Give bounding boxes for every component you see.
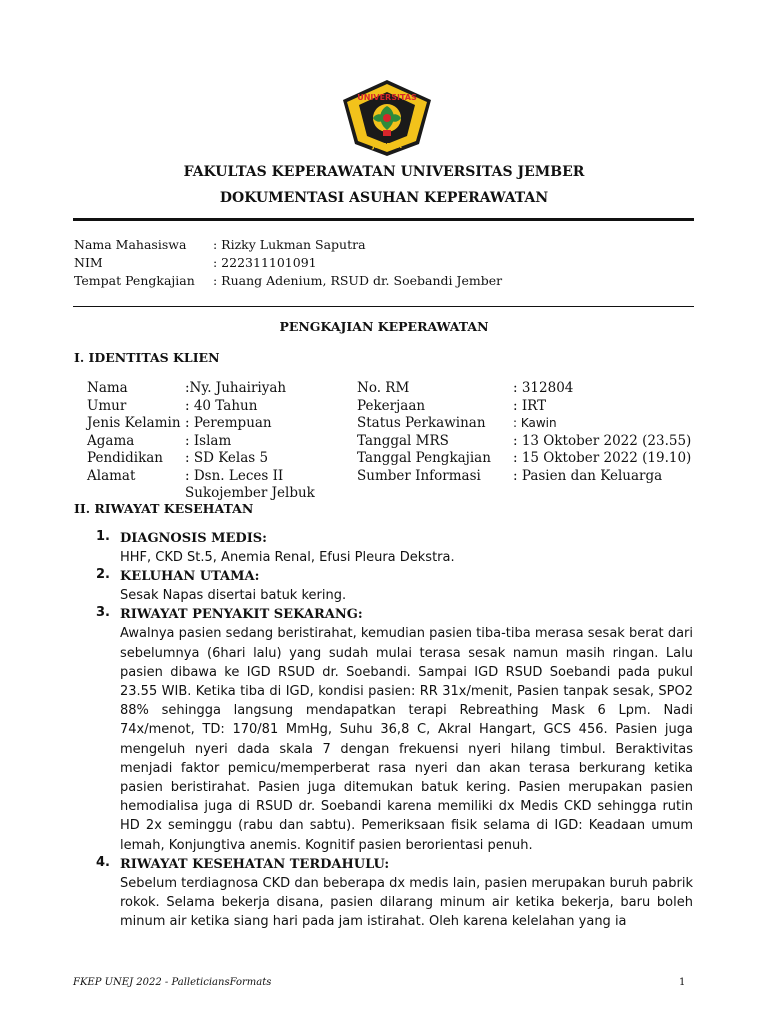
identity-value: : 40 Tahun	[185, 397, 258, 414]
student-label: NIM	[74, 255, 103, 270]
student-label: Tempat Pengkajian	[74, 273, 195, 288]
identity-value: : Islam	[185, 432, 232, 449]
item-body: Awalnya pasien sedang beristirahat, kemudian pasien tiba-tiba merasa sesak berat dari sebelumnya (6hari lalu) yang sudah mulai terasa sesak namun masih ringan. Lalu pasien dibawa ke IGD RSUD dr. Soebandi. Sampai IGD RSUD Soebandi pada pukul 23.55 WIB. Ketika tiba di IGD, kondisi pasien: RR 31x/menit, Pasien tanpak sesak, SPO2 88% sehingga langsung mendapatkan terapi Rebreathing Mask 6 Lpm. Nadi 74x/menot, TD: 170/81 MmHg, Suhu 36,8 C, Akral Hangart, GCS 456. Pasien juga mengeluh nyeri dada skala 7 dengan frekuensi nyeri hilang timbul. Beraktivitas menjadi faktor pemicu/memperberat rasa nyeri dan akan terasa berkurang ketika pasien beristirahat. Pasien juga ditemukan batuk kering. Pasien merupakan pasien hemodialisa juga di RSUD dr. Soebandi karena memiliki dx Medis CKD sehingga rutin HD 2x seminggu (rabu dan sabtu). Pemeriksaan fisik selama di IGD: Keadaan umum lemah, Konjungtiva anemis. Kognitif pasien berorientasi penuh.	[120, 626, 693, 853]
identity-value: : 312804	[513, 380, 574, 396]
identity-label	[357, 485, 513, 503]
identity-value: : Perempuan	[185, 415, 272, 431]
student-value: : Ruang Adenium, RSUD dr. Soebandi Jember	[213, 273, 503, 288]
item-title: DIAGNOSIS MEDIS:	[120, 531, 267, 546]
identity-label: Tanggal MRS	[357, 432, 449, 449]
university-logo	[339, 78, 435, 158]
student-value: : Rizky Lukman Saputra	[213, 237, 366, 252]
identity-row	[87, 380, 693, 398]
history-item	[96, 529, 693, 567]
identity-row	[87, 433, 693, 451]
identity-label: No. RM	[357, 380, 410, 396]
identity-row	[87, 485, 693, 503]
identity-row	[87, 415, 693, 433]
item-number: 4.	[96, 854, 110, 870]
identity-label: Status Perkawinan	[357, 415, 486, 431]
identity-value: : IRT	[513, 397, 547, 414]
footer-text: FKEP UNEJ 2022 - PalleticiansFormats	[73, 977, 272, 988]
logo-bottom-text: JEMBER	[372, 142, 402, 150]
student-row	[74, 236, 502, 254]
item-body: Sebelum terdiagnosa CKD dan beberapa dx medis lain, pasien merupakan buruh pabrik rokok. Selama bekerja disana, pasien dilarang minum air ketika bekerja, baru boleh minum air ketika siang hari pada jam istirahat. Oleh karena kelelahan yang ia	[120, 875, 693, 930]
item-number: 2.	[96, 567, 110, 583]
history-list	[96, 529, 693, 931]
student-row	[74, 272, 502, 290]
logo-top-text: UNIVERSITAS	[357, 93, 417, 102]
identity-value: : Dsn. Leces II	[185, 467, 284, 484]
identity-label: Jenis Kelamin	[87, 415, 181, 431]
history-item	[96, 855, 693, 932]
document-subtitle: DOKUMENTASI ASUHAN KEPERAWATAN	[219, 190, 549, 206]
history-heading: II. RIWAYAT KESEHATAN	[74, 501, 254, 516]
identity-value: : Pasien dan Keluarga	[513, 467, 663, 484]
item-title: KELUHAN UTAMA:	[120, 569, 260, 585]
identity-value	[513, 485, 693, 503]
item-number: 3.	[96, 605, 110, 621]
identity-table	[87, 380, 693, 503]
identity-label: Nama	[87, 380, 128, 396]
identity-row	[87, 450, 693, 468]
identity-value: : 13 Oktober 2022 (23.55)	[513, 432, 692, 449]
info-divider	[73, 306, 694, 307]
identity-label: Tanggal Pengkajian	[357, 450, 491, 466]
header-divider	[73, 218, 694, 221]
student-value: : 222311101091	[213, 255, 317, 270]
faculty-title: FAKULTAS KEPERAWATAN UNIVERSITAS JEMBER	[183, 164, 585, 180]
identity-label: Pendidikan	[87, 450, 164, 466]
identity-label: Pekerjaan	[357, 397, 426, 414]
item-body: HHF, CKD St.5, Anemia Renal, Efusi Pleura Dekstra.	[120, 550, 455, 565]
student-row	[74, 254, 502, 272]
identity-heading: I. IDENTITAS KLIEN	[74, 350, 220, 365]
identity-label: Alamat	[87, 467, 136, 484]
identity-value: : Kawin	[513, 416, 557, 430]
item-number: 1.	[96, 529, 110, 544]
student-info	[74, 236, 502, 290]
identity-row	[87, 468, 693, 486]
identity-value: : SD Kelas 5	[185, 450, 269, 466]
item-body: Sesak Napas disertai batuk kering.	[120, 588, 347, 604]
page-number: 1	[679, 977, 686, 988]
identity-label	[87, 485, 185, 503]
identity-label: Sumber Informasi	[357, 467, 481, 484]
item-title: RIWAYAT PENYAKIT SEKARANG:	[120, 607, 363, 623]
history-item	[96, 605, 693, 854]
identity-label: Umur	[87, 397, 127, 414]
student-label: Nama Mahasiswa	[74, 237, 187, 252]
identity-row	[87, 398, 693, 416]
identity-value: : 15 Oktober 2022 (19.10)	[513, 450, 692, 466]
identity-value: Sukojember Jelbuk	[185, 485, 315, 501]
identity-value: :Ny. Juhairiyah	[185, 380, 287, 396]
identity-label: Agama	[87, 432, 135, 449]
item-title: RIWAYAT KESEHATAN TERDAHULU:	[120, 856, 390, 872]
section-title: PENGKAJIAN KEPERAWATAN	[279, 319, 489, 334]
history-item	[96, 567, 693, 605]
